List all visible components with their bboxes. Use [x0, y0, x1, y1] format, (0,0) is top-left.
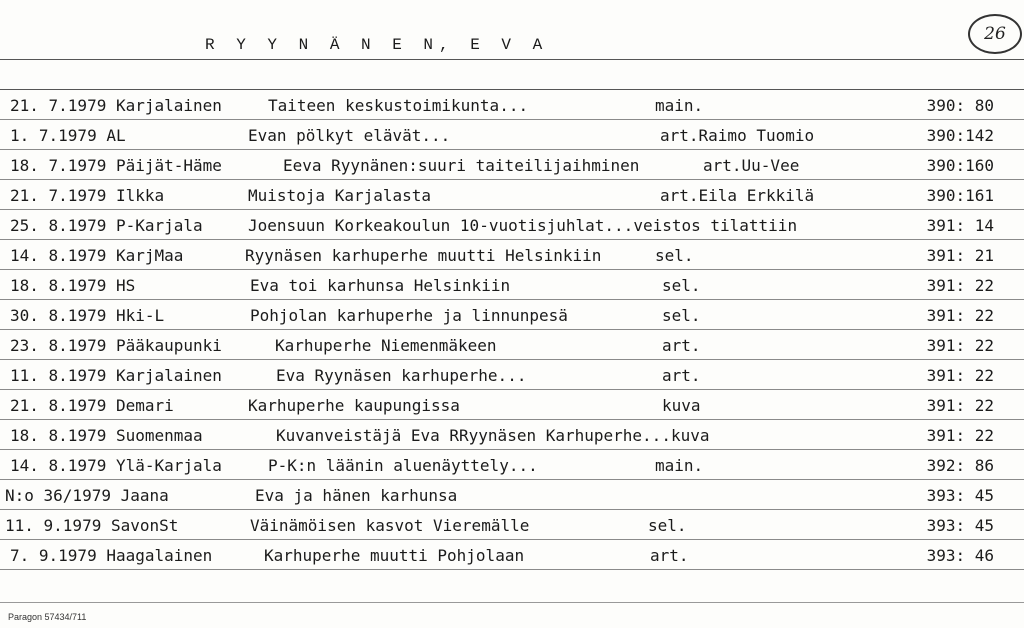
article-type: art.Eila Erkkilä	[660, 186, 815, 205]
reference: 391: 22	[926, 306, 994, 325]
reference: 390:161	[926, 186, 994, 205]
reference: 391: 22	[926, 366, 994, 385]
header-rule	[0, 59, 1024, 60]
article-type: main.	[655, 96, 704, 115]
date-source: 18. 7.1979 Päijät-Häme	[10, 156, 222, 175]
article-title: Eva Ryynäsen karhuperhe...	[276, 366, 527, 385]
date-source: 1. 7.1979 AL	[10, 126, 126, 145]
date-source: 21. 7.1979 Karjalainen	[10, 96, 222, 115]
article-title: Karhuperhe kaupungissa	[248, 396, 460, 415]
list-item	[0, 90, 1024, 120]
date-source: 23. 8.1979 Pääkaupunki	[10, 336, 222, 355]
article-type: kuva	[662, 396, 701, 415]
article-title: P-K:n läänin aluenäyttely...	[268, 456, 538, 475]
article-title: Pohjolan karhuperhe ja linnunpesä	[250, 306, 568, 325]
list-item	[0, 270, 1024, 300]
list-item	[0, 300, 1024, 330]
date-source: 18. 8.1979 Suomenmaa	[10, 426, 203, 445]
article-title: Eva ja hänen karhunsa	[255, 486, 458, 505]
article-type: sel.	[655, 246, 694, 265]
reference: 391: 14	[926, 216, 994, 235]
list-item	[0, 180, 1024, 210]
date-source: 11. 9.1979 SavonSt	[5, 516, 179, 535]
reference: 390:160	[926, 156, 994, 175]
entries-list	[0, 90, 1024, 570]
list-item	[0, 450, 1024, 480]
list-item	[0, 360, 1024, 390]
reference: 391: 21	[926, 246, 994, 265]
date-source: 21. 8.1979 Demari	[10, 396, 174, 415]
footer-rule	[0, 602, 1024, 603]
date-source: 7. 9.1979 Haagalainen	[10, 546, 213, 565]
page-number-circle	[968, 14, 1022, 54]
article-title: Eeva Ryynänen:suuri taiteilijaihminen	[283, 156, 640, 175]
date-source: 18. 8.1979 HS	[10, 276, 136, 295]
article-title: Evan pölkyt elävät...	[248, 126, 451, 145]
article-title: Ryynäsen karhuperhe muutti Helsinkiin	[245, 246, 602, 265]
list-item	[0, 150, 1024, 180]
date-source: N:o 36/1979 Jaana	[5, 486, 169, 505]
reference: 390:142	[926, 126, 994, 145]
date-source: 30. 8.1979 Hki-L	[10, 306, 165, 325]
card-title: R Y Y N Ä N E N, E V A	[205, 36, 549, 54]
article-title: Taiteen keskustoimikunta...	[268, 96, 529, 115]
list-item	[0, 390, 1024, 420]
list-item	[0, 510, 1024, 540]
article-type: art.Uu-Vee	[703, 156, 800, 175]
list-item	[0, 240, 1024, 270]
list-item	[0, 330, 1024, 360]
reference: 390: 80	[926, 96, 994, 115]
date-source: 11. 8.1979 Karjalainen	[10, 366, 222, 385]
list-item	[0, 540, 1024, 570]
date-source: 25. 8.1979 P-Karjala	[10, 216, 203, 235]
article-type: sel.	[662, 306, 701, 325]
article-type: main.	[655, 456, 704, 475]
article-type: art.	[662, 336, 701, 355]
article-title: Kuvanveistäjä Eva RRyynäsen Karhuperhe...kuva	[276, 426, 710, 445]
list-item	[0, 120, 1024, 150]
article-title: Väinämöisen kasvot Vieremälle	[250, 516, 530, 535]
article-type: art.	[650, 546, 689, 565]
page-number: 26	[984, 24, 1006, 44]
reference: 391: 22	[926, 396, 994, 415]
article-title: Muistoja Karjalasta	[248, 186, 432, 205]
article-type: sel.	[648, 516, 687, 535]
article-title: Karhuperhe muutti Pohjolaan	[264, 546, 525, 565]
reference: 391: 22	[926, 426, 994, 445]
reference: 393: 45	[926, 516, 994, 535]
reference: 393: 46	[926, 546, 994, 565]
reference: 391: 22	[926, 336, 994, 355]
reference: 392: 86	[926, 456, 994, 475]
list-item	[0, 210, 1024, 240]
article-type: sel.	[662, 276, 701, 295]
printer-imprint: Paragon 57434/711	[8, 612, 87, 622]
list-item	[0, 480, 1024, 510]
date-source: 14. 8.1979 KarjMaa	[10, 246, 184, 265]
article-type: art.Raimo Tuomio	[660, 126, 815, 145]
article-title: Eva toi karhunsa Helsinkiin	[250, 276, 511, 295]
list-item	[0, 420, 1024, 450]
reference: 393: 45	[926, 486, 994, 505]
article-title: Karhuperhe Niemenmäkeen	[275, 336, 497, 355]
reference: 391: 22	[926, 276, 994, 295]
date-source: 21. 7.1979 Ilkka	[10, 186, 165, 205]
date-source: 14. 8.1979 Ylä-Karjala	[10, 456, 222, 475]
article-title: Joensuun Korkeakoulun 10-vuotisjuhlat...veistos tilattiin	[248, 216, 798, 235]
article-type: art.	[662, 366, 701, 385]
